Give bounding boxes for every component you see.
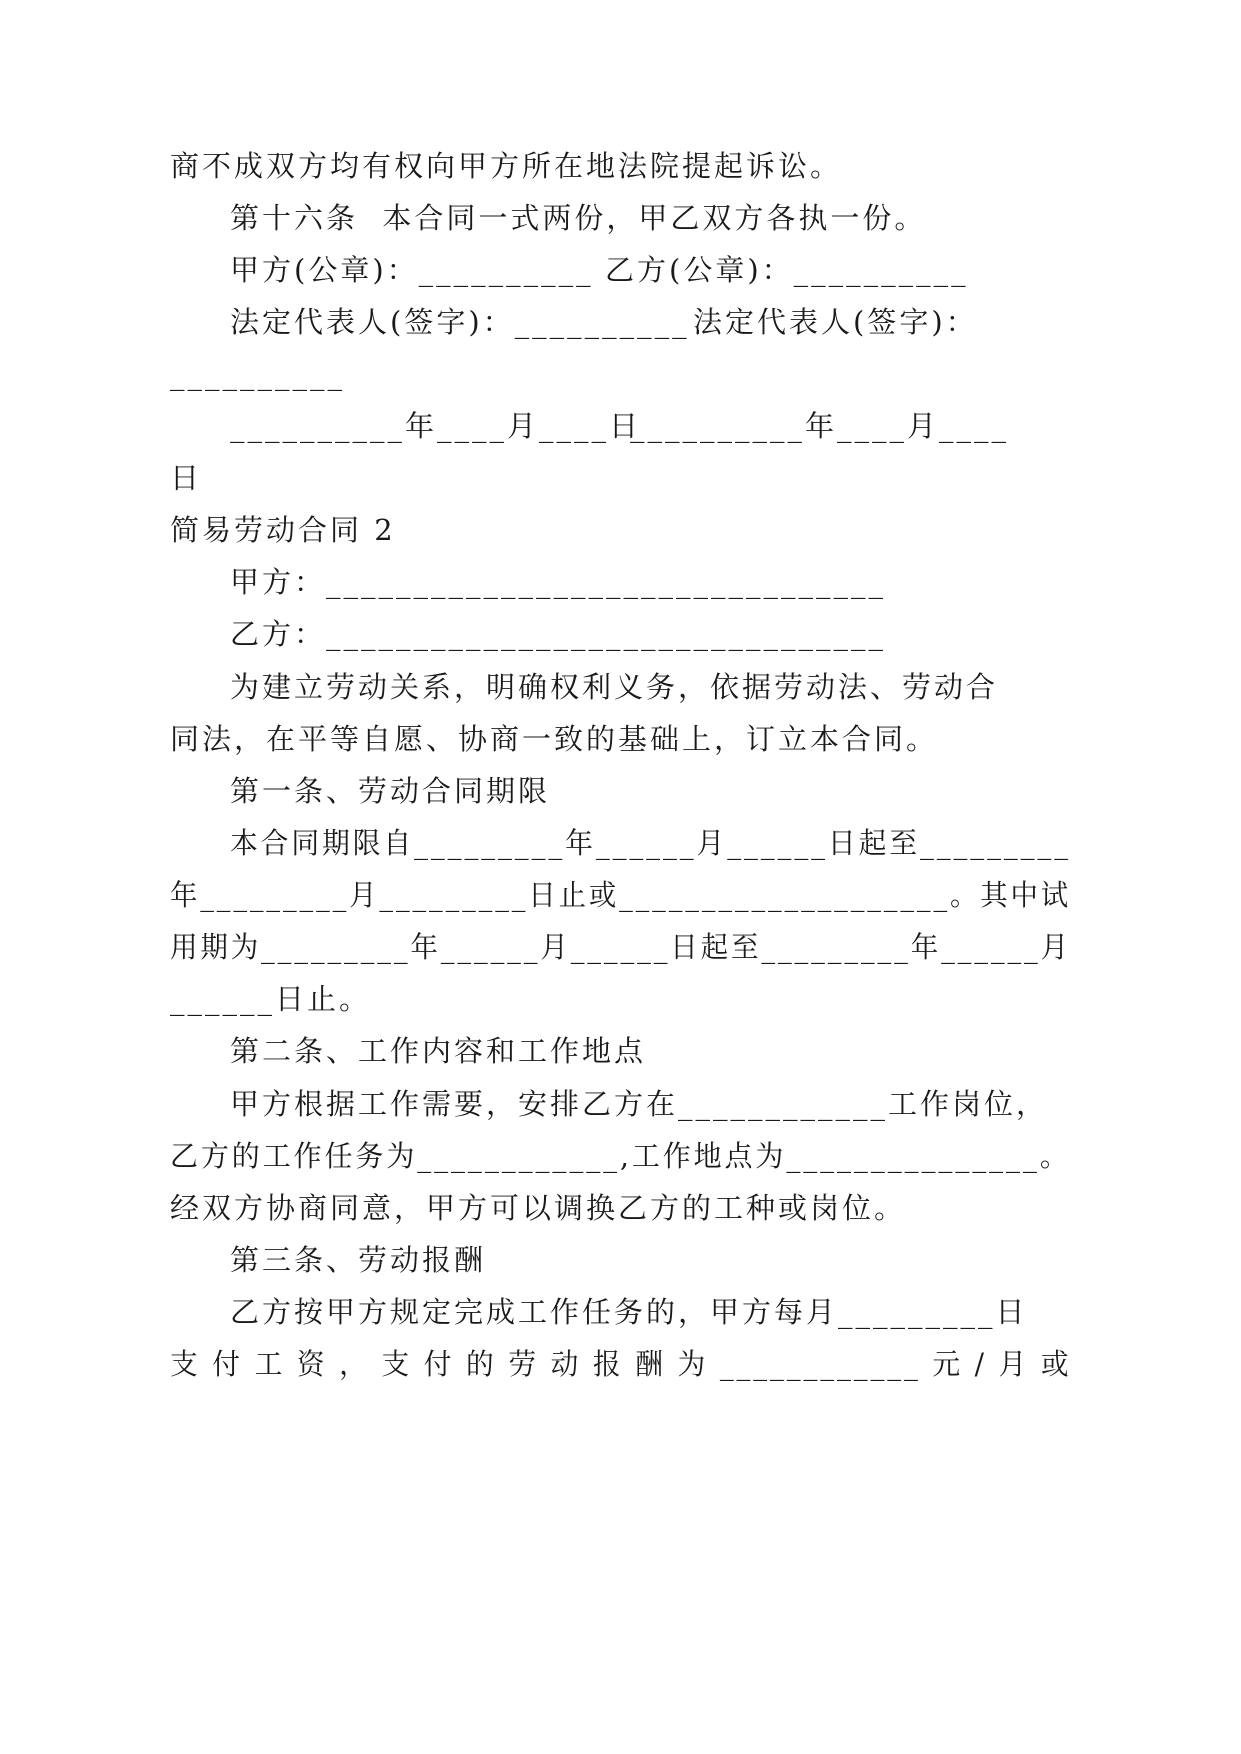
text-line [0,918,1241,976]
text-line [0,1179,1241,1237]
text-line [0,397,1241,455]
text-line [0,553,1241,611]
article-2-line-1: 甲方根据工作需要，安排乙方在____________工作岗位， [230,1087,1049,1121]
text-line [0,866,1241,924]
article-1-heading: 第一条、劳动合同期限 [230,774,551,808]
clause-16: 第十六条 本合同一式两份，甲乙双方各执一份。 [230,201,927,235]
text-line [0,345,1241,403]
preamble-line-1: 为建立劳动关系，明确权利义务，依据劳动法、劳动合 [230,670,999,704]
article-1-line-3: 用期为_________年______月______日起至_________年______月 [170,930,1072,964]
text-line [0,1231,1241,1289]
clause-15-end: 商不成双方均有权向甲方所在地法院提起诉讼。 [170,149,843,183]
preamble-line-2: 同法，在平等自愿、协商一致的基础上，订立本合同。 [170,722,939,756]
article-3-line-2: 支 付 工 资 ， 支 付 的 劳 动 报 酬 为 ____________ 元 / 月 或 [170,1347,1072,1381]
text-line [0,605,1241,663]
party-a-seal: 甲方(公章)：__________ [230,253,594,287]
article-2-line-2: 乙方的工作任务为____________,工作地点为_______________。 [170,1139,1071,1173]
contract-title: 简易劳动合同 2 [170,513,396,547]
article-1-line-1: 本合同期限自_________年______月______日起至_________ [230,826,1072,860]
party-a-representative: 法定代表人(签字)：__________ [230,305,690,339]
text-line [0,241,1241,299]
text-line [0,293,1241,351]
party-b-seal: 乙方(公章)：__________ [605,253,969,287]
article-1-line-4: ______日止。 [170,982,372,1016]
text-line [0,1335,1241,1393]
date-day: 日 [170,461,203,495]
text-line [0,1075,1241,1133]
signature-blank: __________ [170,357,345,391]
text-line [0,1283,1241,1341]
text-line [0,814,1241,872]
party-b-field: 乙方：________________________________ [230,617,887,651]
party-b-date: __________年____月____ [630,409,1010,443]
party-b-representative: 法定代表人(签字)： [693,305,978,339]
party-a-date: __________年____月____日 [230,409,642,443]
text-line [0,970,1241,1028]
article-3-line-1: 乙方按甲方规定完成工作任务的，甲方每月_________日 [230,1295,1028,1329]
text-line [0,1127,1241,1185]
text-line [0,1022,1241,1080]
text-line [0,449,1241,507]
article-2-line-3: 经双方协商同意，甲方可以调换乙方的工种或岗位。 [170,1191,907,1225]
text-line [0,658,1241,716]
text-line [0,762,1241,820]
article-3-heading: 第三条、劳动报酬 [230,1243,487,1277]
text-line [0,710,1241,768]
text-line [0,137,1241,195]
party-a-field: 甲方：________________________________ [230,565,887,599]
text-line [0,189,1241,247]
article-1-line-2: 年_________月_________日止或____________________。其中试 [170,878,1072,912]
text-line [0,501,1241,559]
article-2-heading: 第二条、工作内容和工作地点 [230,1034,647,1068]
